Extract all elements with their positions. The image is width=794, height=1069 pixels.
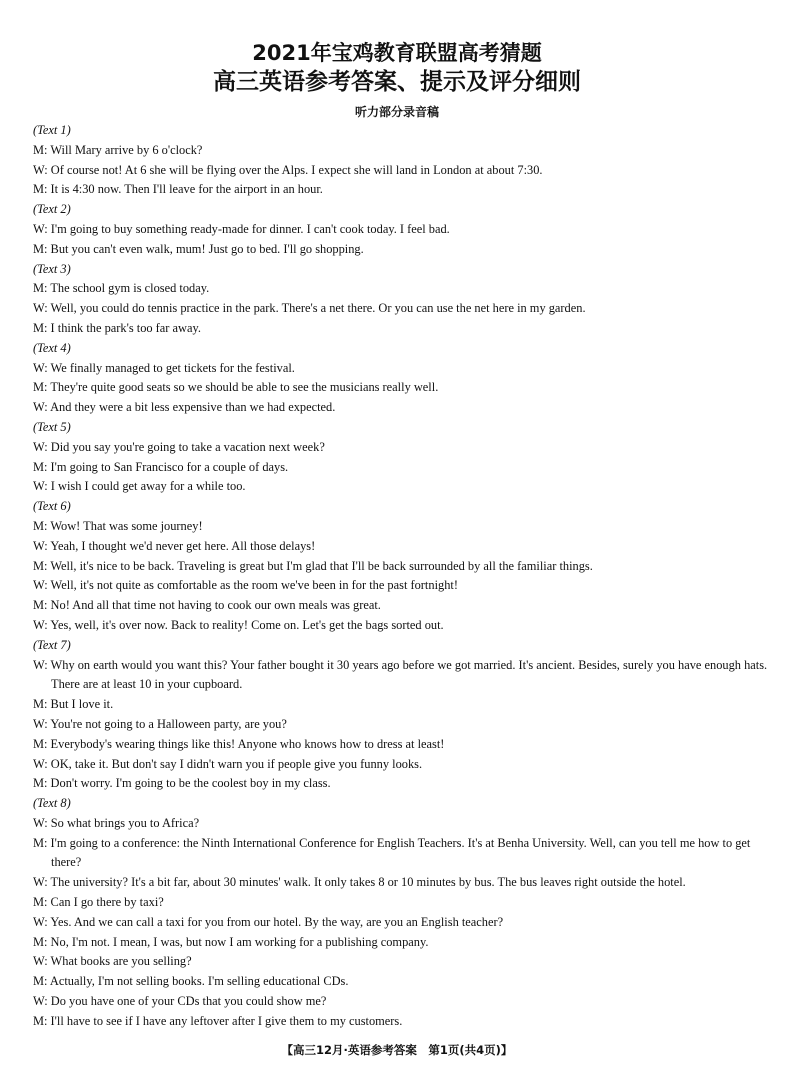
dialogue-line: M: Wow! That was some journey! [33,518,203,533]
dialogue-line: W: Why on earth would you want this? Your father bought it 30 years ago before we got married. It's ancient. Besides, surely you have enough hats. There are at least 10 in your cupboard. [33,657,768,692]
dialogue-line: M: The school gym is closed today. [33,281,210,296]
dialogue-line: M: I'll have to see if I have any leftover after I give them to my customers. [33,1013,403,1028]
page-footer: 【高三12月·英语参考答案 第1页(共4页)】 [281,1043,513,1057]
dialogue-line: M: But I love it. [33,697,114,712]
section-heading: 听力部分录音稿 [354,105,439,119]
dialogue-line: M: Will Mary arrive by 6 o'clock? [33,142,203,157]
dialogue-line: M: It is 4:30 now. Then I'll leave for the airport in an hour. [33,182,323,197]
text-heading: (Text 2) [33,202,71,217]
dialogue-line: M: Can I go there by taxi? [33,895,164,910]
dialogue-line: W: What books are you selling? [33,954,192,969]
dialogue-line: W: Well, you could do tennis practice in the park. There's a net there. Or you can use the net here in my garden. [33,301,586,316]
dialogue-line: M: They're quite good seats so we should be able to see the musicians really well. [33,380,439,395]
dialogue-line: W: I'm going to buy something ready-made for dinner. I can't cook today. I feel bad. [33,221,450,236]
dialogue-line: W: Yes, well, it's over now. Back to reality! Come on. Let's get the bags sorted out. [33,617,444,632]
dialogue-line: W: Do you have one of your CDs that you could show me? [33,994,327,1009]
text-heading: (Text 8) [33,796,71,811]
document-subtitle-main: 高三英语参考答案、提示及评分细则 [213,69,581,95]
dialogue-line: M: Everybody's wearing things like this! Anyone who knows how to dress at least! [33,736,445,751]
dialogue-line: W: Did you say you're going to take a vacation next week? [33,439,325,454]
dialogue-line: W: Well, it's not quite as comfortable as the room we've been in for the past fortnight! [33,578,458,593]
dialogue-line: M: I'm going to San Francisco for a couple of days. [33,459,289,474]
dialogue-line: M: I'm going to a conference: the Ninth International Conference for English Teachers. It's at Benha University. Well, can you tell me how to get there? [33,835,751,870]
dialogue-line: W: And they were a bit less expensive than we had expected. [33,400,336,415]
dialogue-line: W: Of course not! At 6 she will be flying over the Alps. I expect she will land in London at about 7:30. [33,162,543,177]
dialogue-line: W: I wish I could get away for a while too. [33,479,246,494]
dialogue-line: W: The university? It's a bit far, about 30 minutes' walk. It only takes 8 or 10 minutes by bus. The bus leaves right outside the hotel. [33,875,686,890]
dialogue-line: W: OK, take it. But don't say I didn't warn you if people give you funny looks. [33,756,423,771]
text-heading: (Text 7) [33,637,71,652]
dialogue-line: W: Yes. And we can call a taxi for you from our hotel. By the way, are you an English teacher? [33,914,504,929]
text-heading: (Text 5) [33,419,71,434]
dialogue-line: M: No! And all that time not having to cook our own meals was great. [33,598,381,613]
dialogue-line: W: You're not going to a Halloween party, are you? [33,716,287,731]
dialogue-line: M: Don't worry. I'm going to be the coolest boy in my class. [33,776,331,791]
dialogue-line: M: Well, it's nice to be back. Traveling is great but I'm glad that I'll be back surrounded by all the familiar things. [33,558,593,573]
text-heading: (Text 4) [33,340,71,355]
text-heading: (Text 1) [33,123,71,137]
text-heading: (Text 3) [33,261,71,276]
dialogue-line: W: So what brings you to Africa? [33,815,200,830]
text-heading: (Text 6) [33,499,71,514]
dialogue-line: M: No, I'm not. I mean, I was, but now I am working for a publishing company. [33,934,429,949]
dialogue-line: M: Actually, I'm not selling books. I'm selling educational CDs. [33,974,349,989]
transcript-body [33,121,769,1032]
dialogue-line: M: I think the park's too far away. [33,320,201,335]
document-title: 2021年宝鸡教育联盟高考猜题 [252,41,542,65]
dialogue-line: W: We finally managed to get tickets for the festival. [33,360,295,375]
dialogue-line: W: Yeah, I thought we'd never get here. All those delays! [33,538,316,553]
dialogue-line: M: But you can't even walk, mum! Just go to bed. I'll go shopping. [33,241,364,256]
